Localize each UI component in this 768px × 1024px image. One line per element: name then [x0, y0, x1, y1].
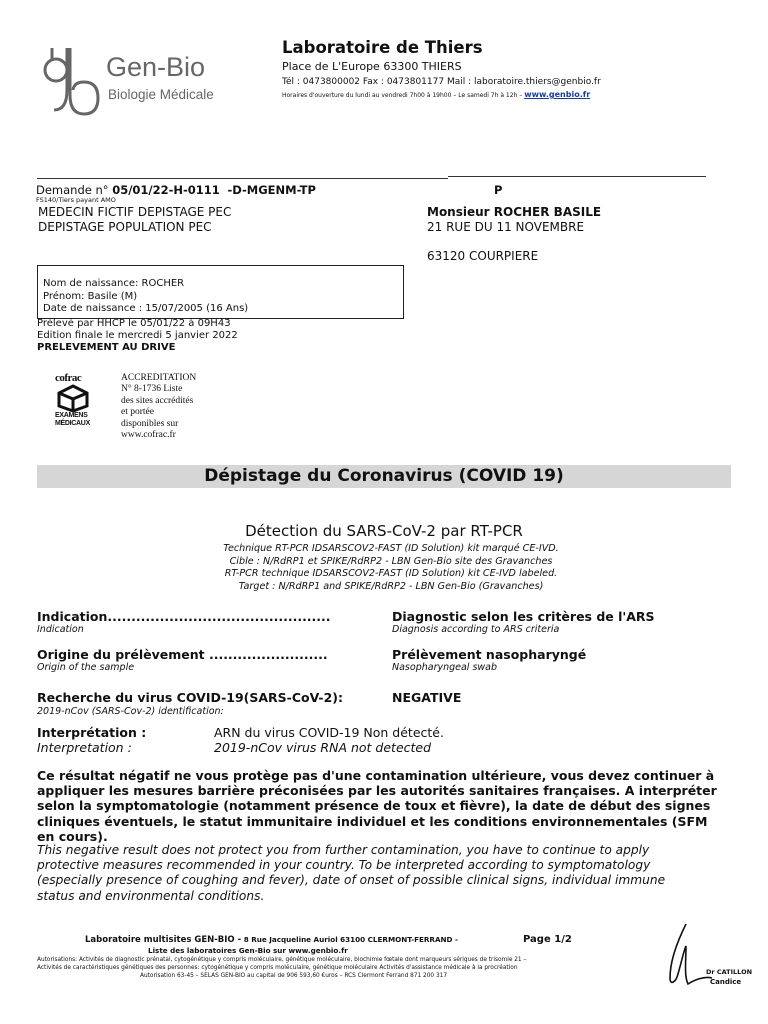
doctor-line2: DEPISTAGE POPULATION PEC [38, 220, 212, 234]
notice-en-line: This negative result does not protect you from further contamination, you have to continue to apply [37, 843, 650, 857]
lab-hours [282, 90, 590, 99]
notice-en-line: status and environmental conditions. [37, 888, 265, 903]
indication-sublabel: Indication [37, 624, 84, 635]
notice-fr-line: appliquer les mesures barrière préconisées par les autorités sanitaires françaises. A interpréter [37, 783, 717, 799]
origin-value-en: Nasopharyngeal swab [392, 662, 498, 673]
patient-first-name: Prénom: Basile (M) [43, 291, 138, 302]
genbio-logo-icon [40, 40, 106, 118]
lab-contact: Tél : 0473800002 Fax : 0473801177 Mail : laboratoire.thiers@genbio.fr [282, 77, 601, 87]
technique-line: RT-PCR technique IDSARSCOV2-FAST (ID Solution) kit CE-IVD labeled. [224, 568, 558, 579]
indication-value: Diagnostic selon les critères de l'ARS [392, 609, 655, 624]
indication-value-en: Diagnosis according to ARS criteria [392, 624, 560, 635]
cofrac-cube-icon [55, 384, 91, 412]
lab-name: Laboratoire de Thiers [282, 38, 483, 57]
cofrac-logo [55, 372, 95, 428]
test-title: Détection du SARS-CoV-2 par RT-PCR [245, 522, 523, 540]
sampling-mode: PRELEVEMENT AU DRIVE [37, 342, 176, 353]
sampling-info: Prélevé par HHCP le 05/01/22 à 09H43 [37, 318, 231, 329]
lab-address: Place de L'Europe 63300 THIERS [282, 60, 462, 73]
accreditation-line: www.cofrac.fr [121, 430, 176, 441]
header-divider-left [37, 178, 448, 179]
footer-lab: Laboratoire multisites GEN-BIO - [85, 935, 242, 945]
technique-line: Cible : N/RdRP1 et SPIKE/RdRP2 - LBN Gen-Bio site des Gravanches [229, 555, 553, 567]
origin-label: Origine du prélèvement ......................... [37, 647, 328, 662]
request-number-label: Demande n° [36, 183, 109, 197]
indication-label: Indication............................................... [37, 609, 331, 624]
accreditation-line: ACCREDITATION [121, 373, 197, 383]
notice-en [37, 843, 665, 904]
recipient-city: 63120 COURPIERE [427, 249, 539, 263]
technique-line: Target : N/RdRP1 and SPIKE/RdRP2 - LBN Gen-Bio (Gravanches) [238, 580, 544, 592]
accreditation-line: disponibles sur [121, 418, 179, 429]
request-number: 05/01/22-H-0111 [112, 183, 220, 197]
recipient-name: Monsieur ROCHER BASILE [427, 205, 602, 219]
notice-fr [37, 768, 717, 844]
search-label: Recherche du virus COVID-19(SARS-CoV-2): [37, 690, 343, 705]
logo-name: Gen-Bio [106, 52, 206, 82]
signature-name: Dr CATILLON [706, 968, 753, 976]
lab-website-link[interactable]: www.genbio.fr [524, 90, 591, 99]
logo-tagline: Biologie Médicale [108, 87, 214, 102]
notice-fr-line: cliniques éventuels, le statut immunitaire individuel et les conditions environnementales (SFM [37, 813, 708, 829]
interpretation-label: Interprétation : [37, 725, 147, 740]
signature-firstname: Candice [710, 978, 742, 986]
result-value: NEGATIVE [392, 690, 462, 705]
edition-info: Edition finale le mercredi 5 janvier 2022 [37, 330, 238, 341]
origin-value: Prélèvement nasopharyngé [392, 647, 587, 662]
technique-line: Technique RT-PCR IDSARSCOV2-FAST (ID Solution) kit marqué CE-IVD. [223, 543, 559, 554]
interpretation-value-en: 2019-nCov virus RNA not detected [214, 740, 432, 755]
recipient-street: 21 RUE DU 11 NOVEMBRE [427, 220, 585, 234]
request-flag: P [494, 183, 503, 197]
footer-line1 [85, 935, 458, 945]
footer-address: 8 Rue Jacqueline Auriol 63100 CLERMONT-FERRAND - [243, 935, 458, 944]
origin-sublabel: Origin of the sample [37, 662, 135, 673]
cofrac-logo-text: cofrac [55, 372, 82, 384]
accreditation-text [121, 373, 196, 441]
accreditation-line: et portée [121, 407, 154, 418]
request-line [36, 183, 316, 197]
interpretation-value: ARN du virus COVID-19 Non détecté. [214, 725, 444, 740]
request-code: -D-MGENM-TP [227, 183, 316, 197]
accreditation-line: des sites accrédités [121, 395, 194, 406]
test-technique [0, 543, 768, 593]
search-sublabel: 2019-nCov (SARS-Cov-2) identification: [37, 706, 224, 717]
patient-dob: Date de naissance : 15/07/2005 (16 Ans) [43, 303, 249, 314]
doctor-line1: MEDECIN FICTIF DEPISTAGE PEC [38, 205, 232, 219]
accreditation-line: N° 8-1736 Liste [121, 384, 183, 395]
lab-hours-text: Horaires d'ouverture du lundi au vendredi 7h00 à 19h00 – Le samedi 7h à 12h – [282, 92, 523, 99]
patient-birth-name: Nom de naissance: ROCHER [43, 278, 185, 289]
notice-en-line: (especially presence of coughing and fever), date of onset of possible clinical signs, individual immune [37, 873, 666, 888]
page-number: Page 1/2 [523, 934, 572, 945]
notice-fr-line: Ce résultat négatif ne vous protège pas d'une contamination ultérieure, vous devez continuer à [37, 768, 715, 783]
interpretation-label-en: Interpretation : [37, 740, 132, 755]
footer-line4: Activités de caractéristiques génétiques des personnes: cytogénétique y compris moléculaire, génétique moléculaire Activités d'assistance médicale à la procréation [37, 965, 518, 971]
notice-fr-line: selon la symptomatologie (notamment présence de toux et fièvre), la date de début des signes [37, 798, 711, 814]
footer-line2: Liste des laboratoires Gen-Bio sur www.genbio.fr [148, 946, 348, 955]
notice-fr-line: en cours). [37, 828, 108, 844]
footer-line3: Autorisations: Activités de diagnostic prénatal, cytogénétique y compris moléculaire, génétique moléculaire, biochimie fœtale dont marqueurs sériques de trisomie 21 – [37, 957, 527, 963]
notice-en-line: protective measures recommended in your country. To be interpreted according to symptomatology [37, 858, 651, 873]
header-divider-right [448, 176, 706, 177]
banner-title: Dépistage du Coronavirus (COVID 19) [204, 466, 564, 486]
cofrac-logo-sub: EXAMENS MÉDICAUX [55, 412, 90, 427]
footer-line5: Autorisation 63-45 – SELAS GEN-BIO au capital de 906 593,60 €uros – RCS Clermont Ferrand 871 200 317 [140, 973, 448, 979]
payer-note: FS140/Tiers payant AMO [36, 196, 116, 204]
